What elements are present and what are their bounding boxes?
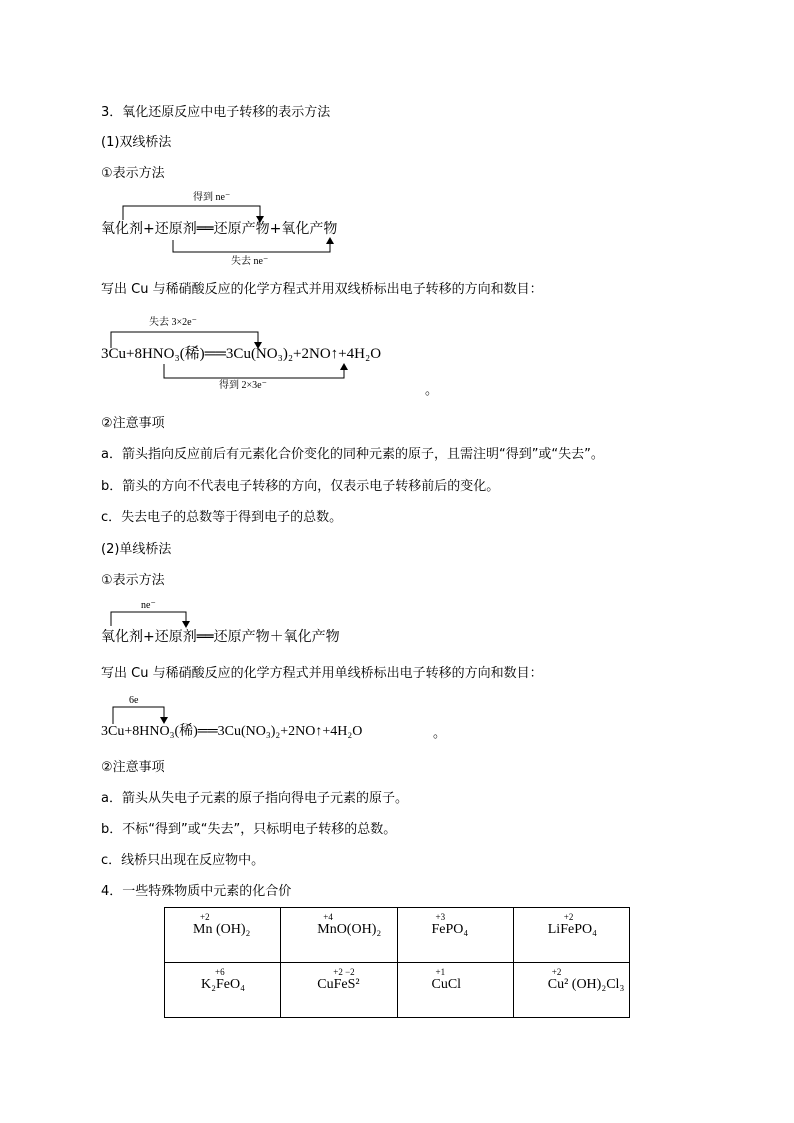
cu-equation: 3Cu+8HNO₃(稀)══3Cu(NO₃)₂+2NO↑+4H₂O [101, 346, 382, 362]
table-cell [397, 908, 513, 963]
table-row [165, 908, 630, 963]
single-bridge-method-label: ①表示方法 [101, 573, 165, 588]
table-cell [513, 908, 629, 963]
formula: Cu² (OH)₂Cl₃ [547, 977, 625, 992]
bottom-label: 得到 2×3e⁻ [219, 380, 267, 391]
double-bridge-generic-diagram [101, 190, 371, 270]
single-bridge-heading: (2)单线桥法 [101, 542, 172, 557]
formula: CuCl [431, 977, 462, 992]
oxidation-state: +6 [215, 967, 225, 977]
double-bridge-instruction: 写出 Cu 与稀硝酸反应的化学方程式并用双线桥标出电子转移的方向和数目： [101, 282, 543, 297]
oxidation-state: +1 [435, 967, 446, 977]
section4-heading: 4．一些特殊物质中元素的化合价 [101, 884, 292, 899]
single-bridge-instruction: 写出 Cu 与稀硝酸反应的化学方程式并用单线桥标出电子转移的方向和数目： [101, 666, 543, 681]
double-bridge-heading: (1)双线桥法 [101, 135, 172, 150]
oxidation-state: +2 −2 [333, 967, 355, 977]
label: 6e [129, 695, 139, 706]
double-bridge-method-label: ①表示方法 [101, 166, 165, 181]
table-cell [281, 908, 397, 963]
top-label: 失去 3×2e⁻ [149, 317, 197, 328]
single-bridge-notes-label: ②注意事项 [101, 760, 165, 775]
end-mark: 。 [425, 383, 439, 398]
formula: LiFePO₄ [547, 922, 597, 937]
double-bridge-note-c: c．失去电子的总数等于得到电子的总数。 [101, 510, 343, 525]
table-row [165, 963, 630, 1018]
formula: K₂FeO₄ [201, 977, 245, 992]
single-bridge-generic-diagram [101, 598, 381, 650]
oxidation-state: +2 [200, 912, 210, 922]
generic-equation: 氧化剂+还原剂══还原产物＋氧化产物 [101, 629, 340, 645]
bottom-label: 失去 ne⁻ [231, 256, 269, 267]
double-bridge-notes-label: ②注意事项 [101, 416, 165, 431]
oxidation-state: +2 [551, 967, 562, 977]
valence-table [164, 907, 630, 1018]
table-cell [165, 908, 281, 963]
single-bridge-note-c: c．线桥只出现在反应物中。 [101, 853, 265, 868]
double-bridge-cu-diagram [101, 312, 451, 397]
label: ne⁻ [141, 600, 156, 611]
top-label: 得到 ne⁻ [193, 192, 231, 203]
formula: FePO₄ [431, 922, 469, 937]
cu-equation: 3Cu+8HNO₃(稀)══3Cu(NO₃)₂+2NO↑+4H₂O [101, 724, 363, 739]
single-bridge-note-a: a．箭头从失电子元素的原子指向得电子元素的原子。 [101, 791, 408, 806]
double-bridge-note-a: a．箭头指向反应前后有元素化合价变化的同种元素的原子，且需注明“得到”或“失去”。 [101, 447, 604, 462]
oxidation-state: +2 [563, 912, 574, 922]
table-cell [513, 963, 629, 1018]
double-bridge-note-b: b．箭头的方向不代表电子转移的方向，仅表示电子转移前后的变化。 [101, 479, 500, 494]
formula: CuFeS² [317, 977, 360, 992]
oxidation-state: +4 [323, 912, 333, 922]
oxidation-state: +3 [435, 912, 446, 922]
single-bridge-cu-diagram [101, 694, 461, 746]
table-cell [397, 963, 513, 1018]
table-cell [281, 963, 397, 1018]
end-mark: 。 [433, 726, 447, 741]
formula: Mn (OH)₂ [193, 922, 251, 937]
formula: MnO(OH)₂ [317, 922, 382, 937]
table-cell [165, 963, 281, 1018]
section3-heading: 3．氧化还原反应中电子转移的表示方法 [101, 105, 331, 120]
generic-equation: 氧化剂+还原剂══还原产物+氧化产物 [101, 221, 338, 237]
single-bridge-note-b: b．不标“得到”或“失去”，只标明电子转移的总数。 [101, 822, 397, 837]
